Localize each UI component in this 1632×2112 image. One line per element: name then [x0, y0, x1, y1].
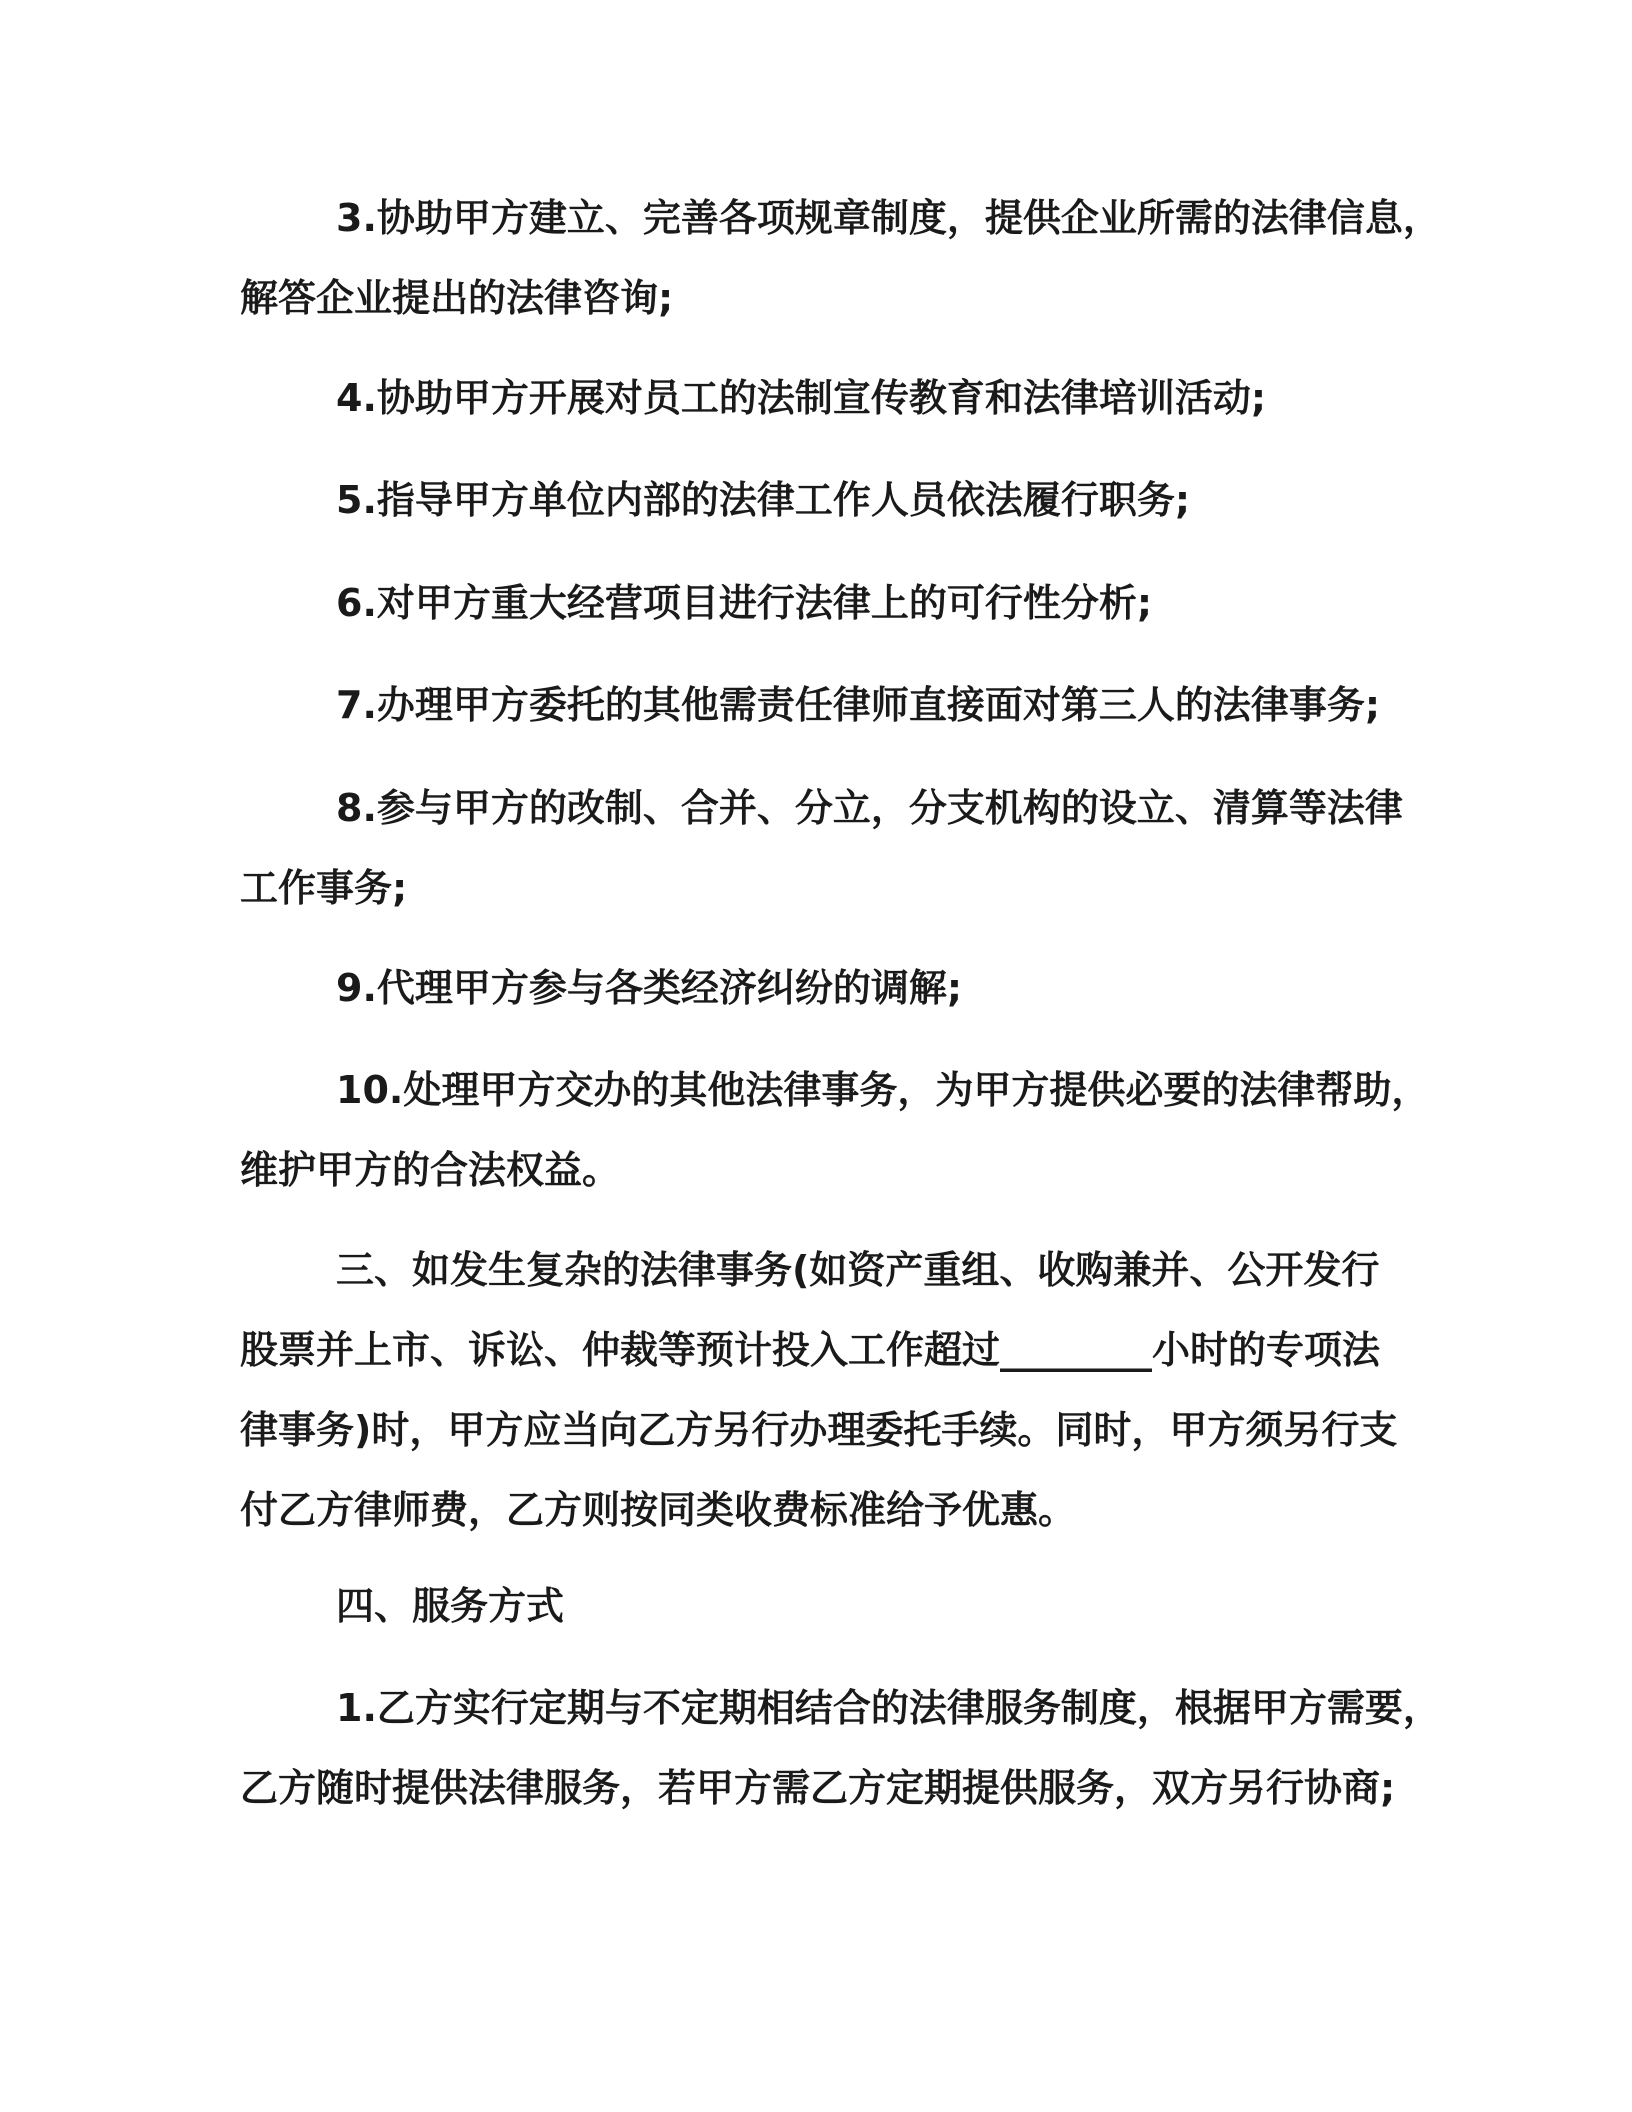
- text-line: 3.协助甲方建立、完善各项规章制度，提供企业所需的法律信息，: [336, 196, 1441, 240]
- paragraph-service-1: [240, 1668, 1441, 1828]
- paragraph-item-5: [240, 460, 1420, 540]
- text-line: 1.乙方实行定期与不定期相结合的法律服务制度，根据甲方需要，: [336, 1686, 1441, 1730]
- text-line: 付乙方律师费，乙方则按同类收费标准给予优惠。: [240, 1488, 1077, 1532]
- paragraph-item-4: [240, 358, 1420, 438]
- text-line: 5.指导甲方单位内部的法律工作人员依法履行职务;: [336, 478, 1191, 522]
- text-line: 解答企业提出的法律咨询;: [240, 276, 674, 320]
- text-line: 乙方随时提供法律服务，若甲方需乙方定期提供服务，双方另行协商;: [240, 1766, 1396, 1810]
- text-line: 9.代理甲方参与各类经济纠纷的调解;: [336, 966, 963, 1010]
- text-line: 7.办理甲方委托的其他需责任律师直接面对第三人的法律事务;: [336, 683, 1381, 727]
- text-line: 工作事务;: [240, 866, 408, 910]
- paragraph-item-9: [240, 948, 1420, 1028]
- paragraph-item-8: [240, 768, 1420, 928]
- text-line: 股票并上市、诉讼、仲裁等预计投入工作超过________小时的专项法: [240, 1328, 1381, 1372]
- text-line: 8.参与甲方的改制、合并、分立，分支机构的设立、清算等法律: [336, 786, 1403, 830]
- text-line: 10.处理甲方交办的其他法律事务，为甲方提供必要的法律帮助，: [336, 1068, 1430, 1112]
- text-line: 律事务)时，甲方应当向乙方另行办理委托手续。同时，甲方须另行支: [240, 1408, 1398, 1452]
- section-four-heading: [240, 1566, 1420, 1646]
- paragraph-item-6: [240, 563, 1420, 643]
- paragraph-item-10: [240, 1050, 1430, 1210]
- text-line: 4.协助甲方开展对员工的法制宣传教育和法律培训活动;: [336, 376, 1267, 420]
- text-line: 维护甲方的合法权益。: [240, 1148, 621, 1192]
- paragraph-item-3: [240, 178, 1441, 338]
- paragraph-item-7: [240, 665, 1420, 745]
- text-line: 四、服务方式: [336, 1584, 565, 1628]
- section-three-paragraph: [240, 1230, 1420, 1550]
- text-line: 6.对甲方重大经营项目进行法律上的可行性分析;: [336, 581, 1153, 625]
- text-line: 三、如发生复杂的法律事务(如资产重组、收购兼并、公开发行: [336, 1248, 1380, 1292]
